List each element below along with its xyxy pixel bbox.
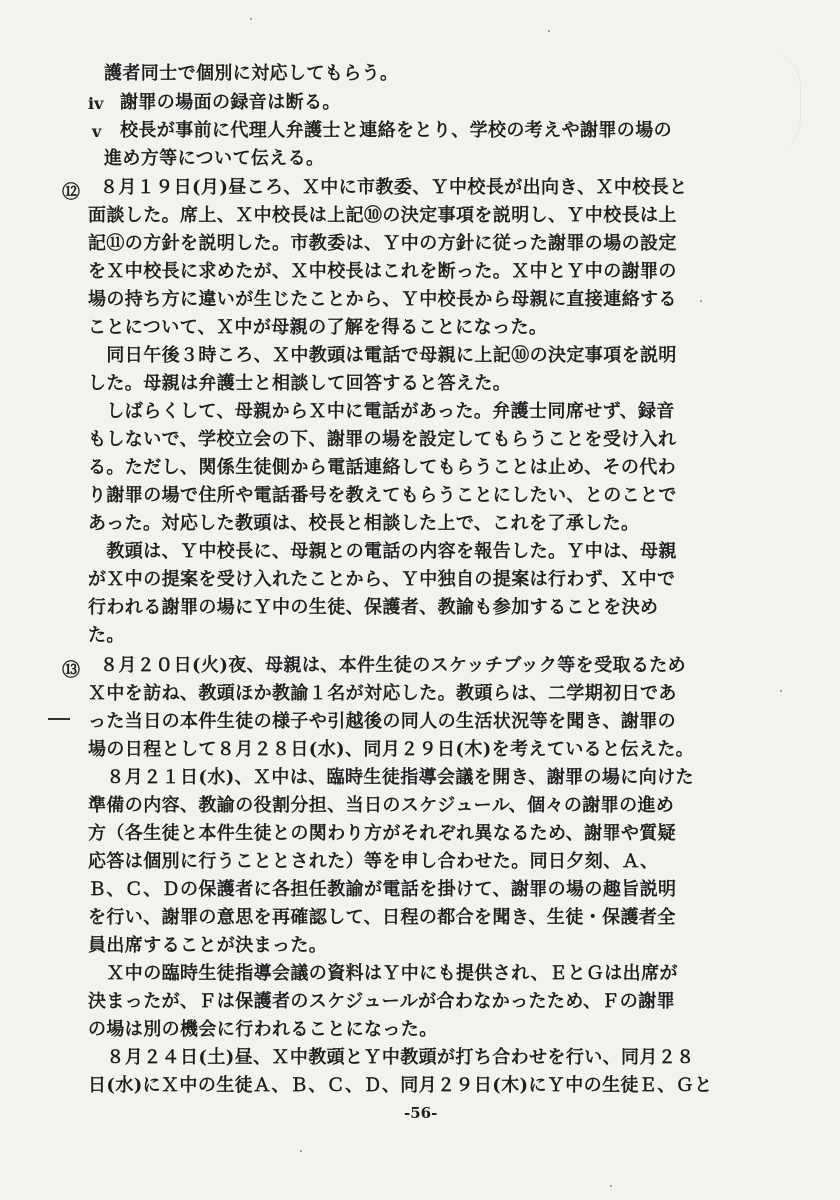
- text-line: あった。対応した教頭は、校長と相談した上で、これを了承した。: [88, 513, 640, 534]
- text-line: 員出席することが決まった。: [88, 935, 328, 956]
- text-line: 応答は個別に行うこととされた）等を申し合わせた。同日夕刻、Ａ、: [88, 851, 659, 872]
- scan-speck: [700, 300, 702, 302]
- text-line: 謝罪の場面の録音は断る。: [120, 92, 341, 113]
- text-line: Ｘ中を訪ね、教頭ほか教諭１名が対応した。教頭らは、二学期初日であ: [88, 683, 677, 704]
- text-line: ８月２０日(火)夜、母親は、本件生徒のスケッチブック等を受取るため: [100, 655, 687, 676]
- text-line: 場の持ち方に違いが生じたことから、Ｙ中校長から母親に直接連絡する: [88, 289, 677, 310]
- text-line: Ｂ、Ｃ、Ｄの保護者に各担任教諭が電話を掛けて、謝罪の場の趣旨説明: [88, 879, 677, 900]
- text-line: 場の日程として８月２８日(水)、同月２９日(木)を考えていると伝えた。: [88, 739, 695, 760]
- text-line: た。: [88, 625, 125, 646]
- text-line: 同日午後３時ころ、Ｘ中教頭は電話で母親に上記⑩の決定事項を説明: [88, 345, 677, 366]
- text-line: り謝罪の場で住所や電話番号を教えてもらうことにしたい、とのことで: [88, 485, 677, 506]
- scan-speck: [300, 1150, 302, 1152]
- list-marker: ⅴ: [92, 122, 102, 141]
- text-line: 教頭は、Ｙ中校長に、母親との電話の内容を報告した。Ｙ中は、母親: [88, 541, 677, 562]
- text-line: 記⑪の方針を説明した。市教委は、Ｙ中の方針に従った謝罪の場の設定: [88, 233, 677, 254]
- text-line: もしないで、学校立会の下、謝罪の場を設定してもらうことを受け入れ: [88, 429, 677, 450]
- text-line: 準備の内容、教諭の役割分担、当日のスケジュール、個々の謝罪の進め: [88, 795, 675, 816]
- text-line: 面談した。席上、Ｘ中校長は上記⑩の決定事項を説明し、Ｙ中校長は上: [88, 205, 677, 226]
- text-line: 日(水)にＸ中の生徒Ａ、Ｂ、Ｃ、Ｄ、同月２９日(木)にＹ中の生徒Ｅ、Ｇと: [88, 1075, 713, 1096]
- section-number: ⑬: [62, 660, 80, 681]
- scan-speck: [780, 690, 782, 692]
- list-marker: ⅳ: [88, 94, 104, 113]
- text-line: 決まったが、Ｆは保護者のスケジュールが合わなかったため、Ｆの謝罪: [88, 991, 675, 1012]
- text-line: ８月１９日(月)昼ころ、Ｘ中に市教委、Ｙ中校長が出向き、Ｘ中校長と: [100, 177, 688, 198]
- text-line: 護者同士で個別に対応してもらう。: [104, 63, 399, 84]
- text-line: る。ただし、関係生徒側から電話連絡してもらうことは止め、その代わ: [88, 457, 677, 478]
- scan-speck: [610, 1185, 612, 1187]
- text-line: 方（各生徒と本件生徒との関わり方がそれぞれ異なるため、謝罪や質疑: [88, 823, 677, 844]
- text-line: った当日の本件生徒の様子や引越後の同人の生活状況等を聞き、謝罪の: [88, 711, 677, 732]
- page-number: -56-: [404, 1104, 438, 1122]
- text-line: 校長が事前に代理人弁護士と連絡をとり、学校の考えや謝罪の場の: [120, 120, 672, 141]
- text-line: ８月２１日(水)、Ｘ中は、臨時生徒指導会議を開き、謝罪の場に向けた: [88, 767, 694, 788]
- text-line: ことについて、Ｘ中が母親の了解を得ることになった。: [88, 317, 548, 338]
- text-line: しばらくして、母親からＸ中に電話があった。弁護士同席せず、録音: [88, 401, 675, 422]
- text-line: を行い、謝罪の意思を再確認して、日程の都合を聞き、生徒・保護者全: [88, 907, 676, 928]
- section-number: ⑫: [62, 182, 80, 203]
- text-line: をＸ中校長に求めたが、Ｘ中校長はこれを断った。Ｘ中とＹ中の謝罪の: [88, 261, 677, 282]
- text-line: ８月２４日(土)昼、Ｘ中教頭とＹ中教頭が打ち合わせを行い、同月２８: [88, 1047, 695, 1068]
- text-line: Ｘ中の臨時生徒指導会議の資料はＹ中にも提供され、ＥとＧは出席が: [88, 963, 678, 984]
- text-line: 進め方等について伝える。: [104, 148, 325, 169]
- margin-mark: [48, 718, 70, 720]
- text-line: した。母親は弁護士と相談して回答すると答えた。: [88, 373, 512, 394]
- text-line: の場は別の機会に行われることになった。: [88, 1019, 438, 1040]
- scan-speck: [250, 18, 252, 20]
- text-line: 行われる謝罪の場にＹ中の生徒、保護者、教諭も参加することを決め: [88, 597, 659, 618]
- scan-speck: [548, 30, 550, 32]
- text-line: がＸ中の提案を受け入れたことから、Ｙ中独自の提案は行わず、Ｘ中で: [88, 569, 676, 590]
